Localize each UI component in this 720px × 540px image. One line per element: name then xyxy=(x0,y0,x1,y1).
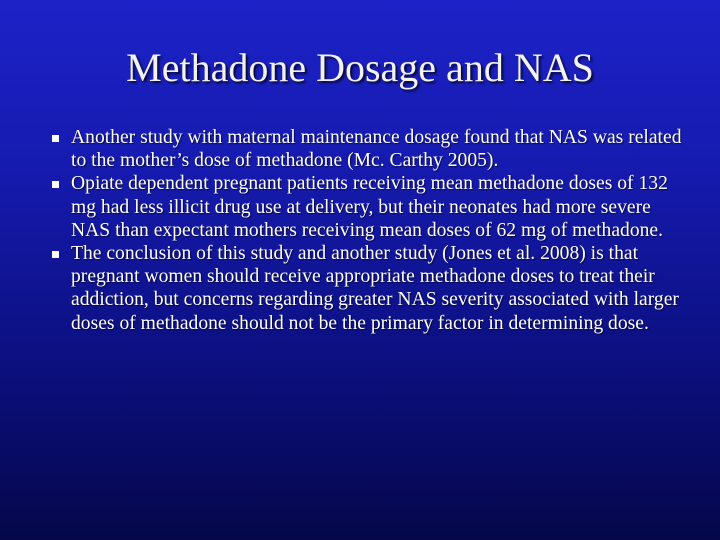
bullet-item xyxy=(52,172,692,242)
square-bullet-icon xyxy=(52,181,59,188)
bullet-text: Opiate dependent pregnant patients receiving mean methadone doses of 132 mg had less illicit drug use at delivery, but their neonates had more severe NAS than expectant mothers receiving mean doses of 62 mg of methadone. xyxy=(71,173,668,241)
square-bullet-icon xyxy=(52,135,59,142)
bullet-item xyxy=(52,242,692,335)
bullet-text: Another study with maternal maintenance dosage found that NAS was related to the mother’s dose of methadone (Mc. Carthy 2005). xyxy=(71,127,682,172)
square-bullet-icon xyxy=(52,251,59,258)
slide-title: Methadone Dosage and NAS xyxy=(126,45,594,90)
bullet-text: The conclusion of this study and another study (Jones et al. 2008) is that pregnant women should receive appropriate methadone doses to treat their addiction, but concerns regarding greater NAS severity associated with larger doses of methadone should not be the primary factor in determining dose. xyxy=(71,243,679,334)
bullet-item xyxy=(52,126,692,172)
bullet-list xyxy=(52,126,692,335)
